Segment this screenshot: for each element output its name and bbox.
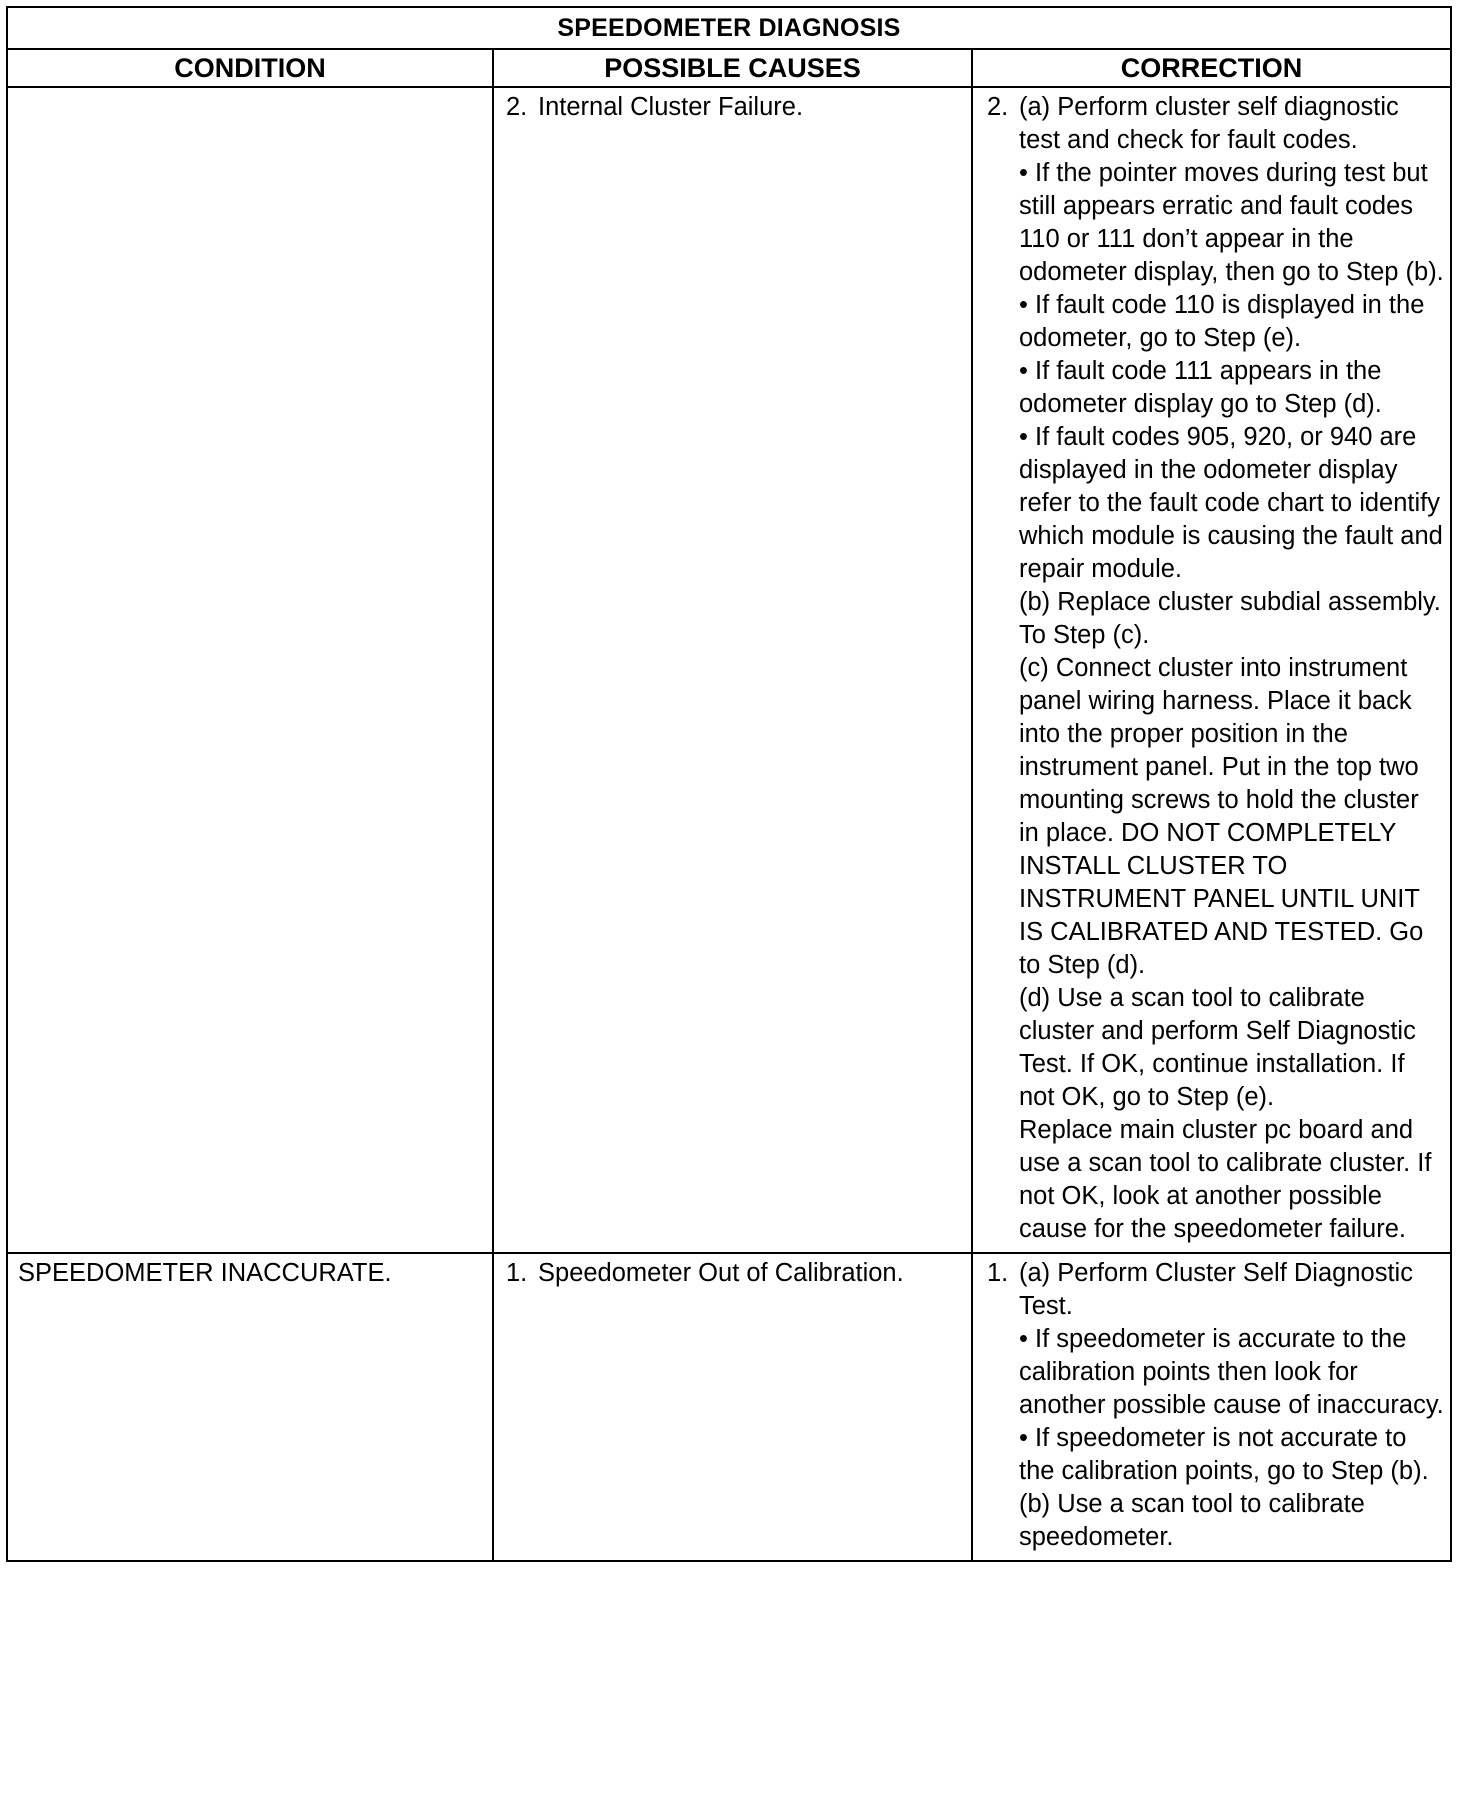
speedometer-diagnosis-table [6,6,1452,1562]
cause-item [506,1257,963,1290]
header-condition: CONDITION [7,49,493,87]
correction-step-a: (a) Perform cluster self diagnostic test and check for fault codes. [1019,93,1399,154]
header-possible-causes: POSSIBLE CAUSES [493,49,972,87]
table-row [7,1253,1451,1561]
correction-step-e: Replace main cluster pc board and use a scan tool to calibrate cluster. If not OK, look at another possible cause for the speedometer failure. [1019,1116,1432,1243]
cause-cell [493,87,972,1253]
condition-cell [7,87,493,1253]
correction-bullet: • If the pointer moves during test but still appears erratic and fault codes 110 or 111 don’t appear in the odometer display, then go to Step (b). [1019,157,1444,289]
correction-lead [987,91,1444,157]
correction-step-b: (b) Use a scan tool to calibrate speedometer. [1019,1490,1365,1551]
correction-number: 2. [987,93,1009,121]
correction-bullet: • If fault code 110 is displayed in the odometer, go to Step (e). [1019,289,1444,355]
table-title: SPEEDOMETER DIAGNOSIS [7,7,1451,49]
cause-cell [493,1253,972,1561]
correction-step-b: (b) Replace cluster subdial assembly. To Step (c). [1019,588,1441,649]
correction-cell [972,1253,1451,1561]
condition-cell: SPEEDOMETER INACCURATE. [7,1253,493,1561]
cause-text: Speedometer Out of Calibration. [538,1259,904,1287]
correction-step-c: (c) Connect cluster into instrument panel wiring harness. Place it back into the proper position in the instrument panel. Put in the top two mounting screws to hold the cluster in place. DO NOT COMPLETELY INSTALL CLUSTER TO INSTRUMENT PANEL UNTIL UNIT IS CALIBRATED AND TESTED. Go to Step (d). [1019,654,1424,979]
correction-step-a: (a) Perform Cluster Self Diagnostic Test. [1019,1259,1413,1320]
correction-bullet: • If fault codes 905, 920, or 940 are displayed in the odometer display refer to the fault code chart to identify which module is causing the fault and repair module. [1019,421,1444,586]
table-row [7,87,1451,1253]
correction-step-d: (d) Use a scan tool to calibrate cluster and perform Self Diagnostic Test. If OK, continue installation. If not OK, go to Step (e). [1019,984,1416,1111]
document-page [6,6,1450,1562]
cause-number: 1. [506,1259,528,1287]
correction-cell [972,87,1451,1253]
correction-bullet: • If speedometer is not accurate to the calibration points, go to Step (b). [1019,1422,1444,1488]
table-title-row [7,7,1451,49]
correction-bullet: • If fault code 111 appears in the odometer display go to Step (d). [1019,355,1444,421]
cause-item [506,91,963,124]
correction-number: 1. [987,1259,1009,1287]
correction-lead [987,1257,1444,1323]
correction-bullet: • If speedometer is accurate to the calibration points then look for another possible cause of inaccuracy. [1019,1323,1444,1422]
cause-number: 2. [506,93,528,121]
cause-text: Internal Cluster Failure. [538,93,804,121]
header-correction: CORRECTION [972,49,1451,87]
table-header-row [7,49,1451,87]
